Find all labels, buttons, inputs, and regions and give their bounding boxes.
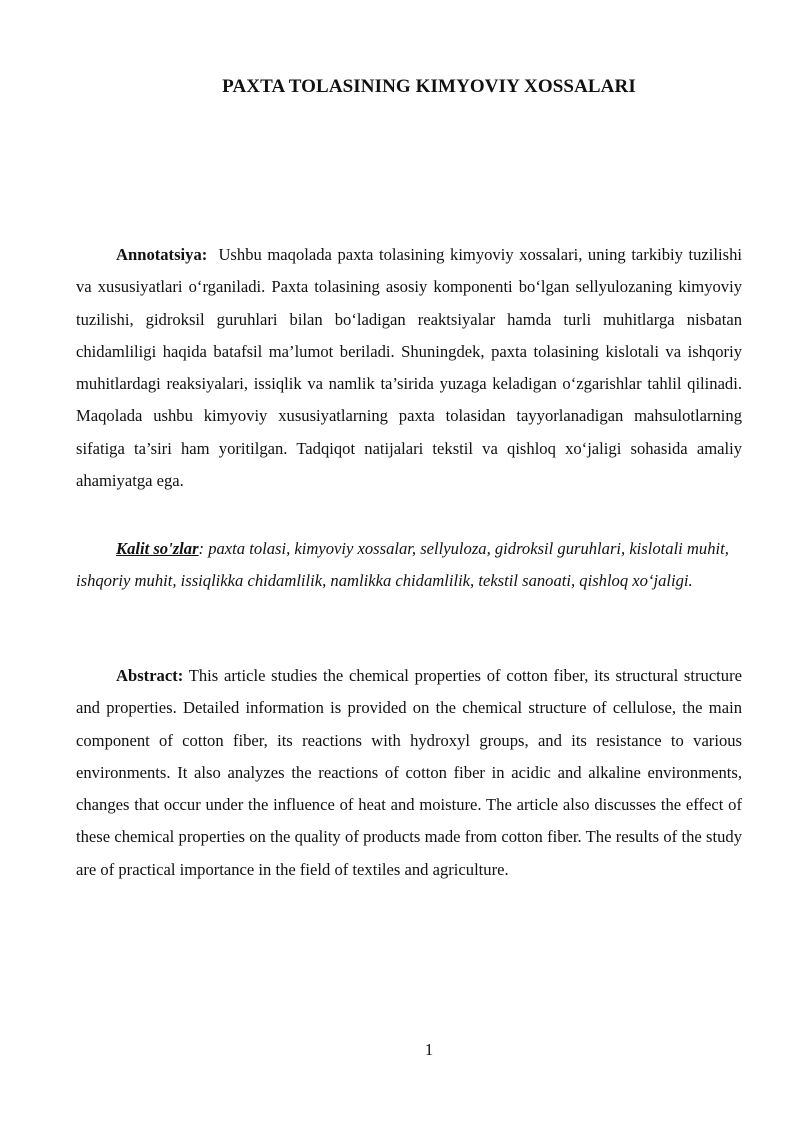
annotation-label: Annotatsiya: [116, 245, 208, 264]
abstract-paragraph [76, 660, 742, 886]
document-title: PAXTA TOLASINING KIMYOVIY XOSSALARI [222, 76, 636, 97]
abstract-text: This article studies the chemical properties of cotton fiber, its structural structure and properties. Detailed information is provided on the chemical structure of cellulose, the main component of cotton fiber, its reactions with hydroxyl groups, and its resistance to various environments. It also analyzes the reactions of cotton fiber in acidic and alkaline environments, changes that occur under the influence of heat and moisture. The article also discusses the effect of these chemical properties on the quality of products made from cotton fiber. The results of the study are of practical importance in the field of textiles and agriculture. [76, 666, 742, 879]
abstract-label: Abstract: [116, 666, 184, 685]
keywords-text: : paxta tolasi, kimyoviy xossalar, sellyuloza, gidroksil guruhlari, kislotali muhit, ishqoriy muhit, issiqlikka chidamlilik, namlikka chidamlilik, tekstil sanoati, qishloq xo‘jaligi. [76, 539, 729, 591]
keywords-label: Kalit so'zlar [116, 539, 199, 558]
page-number: 1 [424, 1040, 434, 1059]
annotation-text: Ushbu maqolada paxta tolasining kimyoviy xossalari, uning tarkibiy tuzilishi va xususiyatlari o‘rganiladi. Paxta tolasining asosiy komponenti bo‘lgan sellyulozaning kimyoviy tuzilishi, gidroksil guruhlari bilan bo‘ladigan reaktsiyalar hamda turli muhitlarga nisbatan chidamliligi haqida batafsil ma’lumot beriladi. Shuningdek, paxta tolasining kislotali va ishqoriy muhitlardagi reaksiyalari, issiqlik va namlik ta’sirida yuzaga keladigan o‘zgarishlar tahlil qilinadi. Maqolada ushbu kimyoviy xususiyatlarning paxta tolasidan tayyorlanadigan mahsulotlarning sifatiga ta’siri ham yoritilgan. Tadqiqot natijalari tekstil va qishloq xo‘jaligi sohasida amaliy ahamiyatga ega. [76, 245, 742, 491]
keywords-paragraph [76, 533, 742, 598]
annotation-paragraph [76, 239, 742, 497]
